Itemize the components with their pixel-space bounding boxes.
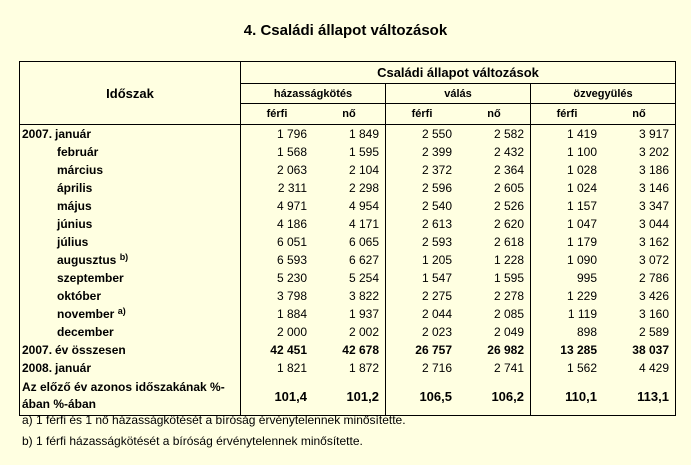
sex-header: nő bbox=[603, 104, 676, 125]
table-cell: 1 119 bbox=[531, 305, 604, 323]
sex-header: nő bbox=[458, 104, 531, 125]
table-cell: 1 028 bbox=[531, 161, 604, 179]
table-cell: 1 090 bbox=[531, 251, 604, 269]
row-period: március bbox=[57, 163, 104, 177]
table-cell: 2 716 bbox=[386, 359, 459, 377]
table-cell: 1 100 bbox=[531, 143, 604, 161]
table-cell: 2 023 bbox=[386, 323, 459, 341]
row-label bbox=[20, 287, 241, 305]
row-period: január bbox=[55, 361, 92, 375]
table-cell: 110,1 bbox=[531, 377, 604, 416]
table-row bbox=[20, 233, 676, 251]
table-cell: 2 399 bbox=[386, 143, 459, 161]
table-cell: 4 971 bbox=[276, 199, 307, 213]
row-year: 2007. bbox=[22, 343, 53, 357]
table-cell: 13 285 bbox=[531, 341, 604, 359]
group-header: Családi állapot változások bbox=[241, 62, 676, 84]
table-cell: 2 002 bbox=[348, 325, 379, 339]
row-period: év összesen bbox=[55, 343, 126, 357]
table-cell: 101,2 bbox=[313, 377, 386, 416]
row-label bbox=[20, 143, 241, 161]
table-cell: 2 550 bbox=[386, 125, 459, 144]
table-row bbox=[20, 125, 676, 144]
subheader-marriage: házasságkötés bbox=[241, 83, 386, 104]
table-cell: 4 429 bbox=[603, 359, 676, 377]
table-cell: 6 065 bbox=[348, 235, 379, 249]
table-cell: 1 849 bbox=[313, 125, 386, 144]
table-row bbox=[20, 215, 676, 233]
row-period: december bbox=[57, 325, 114, 339]
footnote-a: a) 1 férfi és 1 nő házasságkötését a bíróság érvénytelennek minősítette. bbox=[22, 413, 406, 427]
table-row bbox=[20, 323, 676, 341]
table-cell: 1 419 bbox=[531, 125, 604, 144]
table-cell: 3 202 bbox=[603, 143, 676, 161]
table-cell: 2 786 bbox=[603, 269, 676, 287]
row-period: október bbox=[57, 289, 102, 303]
row-period: április bbox=[57, 181, 93, 195]
row-label bbox=[20, 305, 241, 323]
row-label bbox=[20, 359, 241, 377]
row-period: május bbox=[57, 199, 92, 213]
row-period: november bbox=[57, 307, 115, 321]
table-cell: 1 229 bbox=[531, 287, 604, 305]
table-row bbox=[20, 341, 676, 359]
table-cell: 2 063 bbox=[276, 163, 307, 177]
table-cell: 5 254 bbox=[348, 271, 379, 285]
table-row bbox=[20, 143, 676, 161]
table-cell: 2 593 bbox=[386, 233, 459, 251]
sex-header: férfi bbox=[241, 104, 314, 125]
table-cell: 2 540 bbox=[386, 197, 459, 215]
table-cell: 1 872 bbox=[348, 361, 379, 375]
table-cell: 101,4 bbox=[241, 377, 314, 416]
row-label bbox=[20, 179, 241, 197]
table-cell: 2 605 bbox=[493, 181, 524, 195]
table-cell: 1 595 bbox=[348, 145, 379, 159]
table-cell: 2 044 bbox=[386, 305, 459, 323]
table-row bbox=[20, 251, 676, 269]
table-cell: 3 347 bbox=[603, 197, 676, 215]
table-cell: 113,1 bbox=[603, 377, 676, 416]
table-row bbox=[20, 179, 676, 197]
marital-status-table bbox=[19, 61, 676, 416]
sex-header: férfi bbox=[531, 104, 604, 125]
row-label bbox=[20, 215, 241, 233]
table-row bbox=[20, 269, 676, 287]
subheader-widowhood: özvegyülés bbox=[531, 83, 676, 104]
row-label bbox=[20, 323, 241, 341]
table-cell: 2 526 bbox=[493, 199, 524, 213]
table-cell: 38 037 bbox=[603, 341, 676, 359]
table-cell: 106,5 bbox=[386, 377, 459, 416]
footnote-marker: a) bbox=[117, 306, 126, 316]
table-cell: 1 568 bbox=[276, 145, 307, 159]
table-cell: 3 044 bbox=[603, 215, 676, 233]
table-cell: 2 372 bbox=[386, 161, 459, 179]
table-cell: 1 024 bbox=[531, 179, 604, 197]
table-row bbox=[20, 305, 676, 323]
table-cell: 5 230 bbox=[276, 271, 307, 285]
table-cell: 898 bbox=[531, 323, 604, 341]
subheader-divorce: válás bbox=[386, 83, 531, 104]
row-period: augusztus bbox=[57, 253, 117, 267]
table-cell: 2 364 bbox=[493, 163, 524, 177]
table-cell: 2 275 bbox=[386, 287, 459, 305]
table-cell: 2 000 bbox=[276, 325, 307, 339]
table-cell: 1 937 bbox=[348, 307, 379, 321]
row-label bbox=[20, 197, 241, 215]
table-cell: 1 796 bbox=[241, 125, 314, 144]
row-period: július bbox=[57, 235, 89, 249]
table-cell: 4 954 bbox=[348, 199, 379, 213]
table-cell: 2 432 bbox=[493, 145, 524, 159]
row-period: június bbox=[57, 217, 93, 231]
table-cell: 1 884 bbox=[276, 307, 307, 321]
table-row bbox=[20, 359, 676, 377]
table-row bbox=[20, 197, 676, 215]
table-cell: 3 162 bbox=[603, 233, 676, 251]
table-cell: 1 595 bbox=[493, 271, 524, 285]
table-cell: 4 186 bbox=[276, 217, 307, 231]
sex-header: férfi bbox=[386, 104, 459, 125]
row-label: Az előző év azonos időszakának %-ában %-ában bbox=[20, 377, 241, 416]
row-label bbox=[20, 233, 241, 251]
table-cell: 4 171 bbox=[348, 217, 379, 231]
page-title: 4. Családi állapot változások bbox=[243, 22, 448, 39]
table-cell: 3 160 bbox=[603, 305, 676, 323]
row-label bbox=[20, 125, 241, 144]
table-cell: 1 547 bbox=[386, 269, 459, 287]
table-cell: 2 278 bbox=[493, 289, 524, 303]
table-cell: 26 757 bbox=[386, 341, 459, 359]
row-period: január bbox=[55, 127, 92, 141]
sex-header: nő bbox=[313, 104, 386, 125]
table-cell: 995 bbox=[531, 269, 604, 287]
table-row bbox=[20, 161, 676, 179]
table-cell: 42 451 bbox=[270, 343, 307, 357]
table-cell: 2 589 bbox=[603, 323, 676, 341]
table-cell: 3 822 bbox=[348, 289, 379, 303]
footnotes bbox=[22, 410, 406, 452]
row-period: szeptember bbox=[57, 271, 124, 285]
table-cell: 3 186 bbox=[603, 161, 676, 179]
row-period: február bbox=[57, 145, 99, 159]
table-cell: 3 072 bbox=[603, 251, 676, 269]
table-cell: 2 298 bbox=[348, 181, 379, 195]
table-cell: 1 821 bbox=[276, 361, 307, 375]
table-cell: 6 627 bbox=[348, 253, 379, 267]
footnote-marker: b) bbox=[119, 252, 129, 262]
table-cell: 1 157 bbox=[531, 197, 604, 215]
table-cell: 2 582 bbox=[458, 125, 531, 144]
table-cell: 1 562 bbox=[531, 359, 604, 377]
table-cell: 2 311 bbox=[277, 181, 307, 195]
table-cell: 2 104 bbox=[348, 163, 379, 177]
row-label bbox=[20, 161, 241, 179]
table-cell: 2 613 bbox=[386, 215, 459, 233]
table-cell: 6 593 bbox=[276, 253, 307, 267]
table-cell: 1 179 bbox=[531, 233, 604, 251]
row-year: 2007. bbox=[22, 127, 53, 141]
table-cell: 3 426 bbox=[603, 287, 676, 305]
period-header: Időszak bbox=[20, 62, 241, 125]
table-cell: 2 741 bbox=[493, 361, 524, 375]
table-cell: 2 596 bbox=[386, 179, 459, 197]
table-cell: 2 620 bbox=[493, 217, 524, 231]
table-cell: 26 982 bbox=[487, 343, 524, 357]
footnote-b: b) 1 férfi házasságkötését a bíróság érvénytelennek minősítette. bbox=[22, 434, 363, 448]
table-cell: 2 049 bbox=[493, 325, 524, 339]
table-cell: 3 917 bbox=[603, 125, 676, 144]
table-cell: 3 798 bbox=[276, 289, 307, 303]
table-cell: 2 618 bbox=[493, 235, 524, 249]
row-label bbox=[20, 269, 241, 287]
row-label bbox=[20, 251, 241, 269]
table-cell: 2 085 bbox=[493, 307, 524, 321]
table-cell: 106,2 bbox=[458, 377, 531, 416]
table-row bbox=[20, 287, 676, 305]
table-cell: 1 047 bbox=[531, 215, 604, 233]
table-cell: 3 146 bbox=[603, 179, 676, 197]
row-label bbox=[20, 341, 241, 359]
table-cell: 42 678 bbox=[342, 343, 379, 357]
table-cell: 6 051 bbox=[276, 235, 307, 249]
table-cell: 1 205 bbox=[386, 251, 459, 269]
row-year: 2008. bbox=[22, 361, 53, 375]
table-cell: 1 228 bbox=[493, 253, 524, 267]
